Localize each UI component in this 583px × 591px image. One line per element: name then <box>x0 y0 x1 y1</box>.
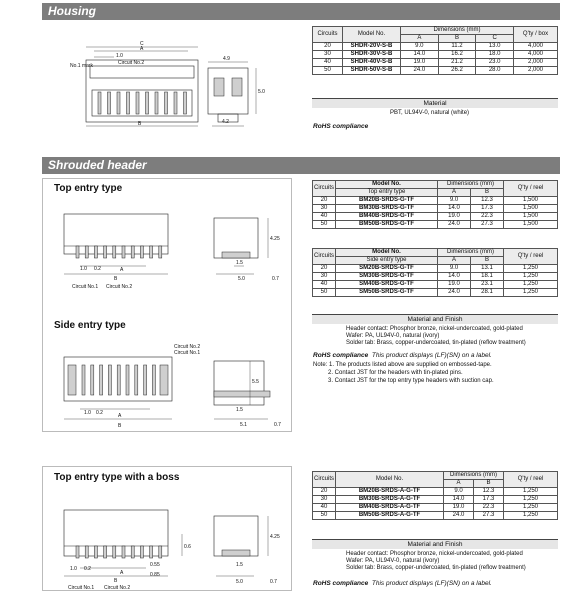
shrouded-section-header: Shrouded header <box>42 157 560 174</box>
col-a: A <box>438 257 471 265</box>
pin-mark <box>76 246 79 258</box>
table-row: 30 SHDR-30V-S-B 14.0 16.2 18.0 4,000 <box>313 51 558 59</box>
dim-0-2-label: 0.2 <box>84 566 91 572</box>
table-row: 40 BM40B-SRDS-G-TF 19.0 22.3 1,500 <box>313 213 558 221</box>
pin-mark <box>126 365 129 395</box>
dim-1-0-label: 1.0 <box>116 53 123 59</box>
dim-b-label: B <box>114 276 118 282</box>
col-circuits: Circuits <box>313 181 336 197</box>
dim-1-0-label: 1.0 <box>80 266 87 272</box>
pin-mark <box>140 546 143 558</box>
dim-a-label: A <box>140 46 144 52</box>
housing-material-text: PBT, UL94V-0, natural (white) <box>390 110 470 116</box>
pin-mark <box>100 365 103 395</box>
dim-b-label: B <box>138 121 142 127</box>
col-dimensions: Dimensions (mm) <box>438 181 504 189</box>
rohs-text: This product displays (LF)(SN) on a label. <box>371 580 492 587</box>
table-row: 40 SHDR-40V-S-B 19.0 21.2 23.0 2,000 <box>313 59 558 67</box>
dim-b-label: B <box>114 578 118 584</box>
dim-5-0-label: 5.0 <box>236 579 243 585</box>
pin-mark <box>94 246 97 258</box>
boss-title: Top entry type with a boss <box>54 472 180 483</box>
pin-mark <box>155 92 158 114</box>
housing-section-header: Housing <box>42 3 560 20</box>
pin-mark <box>174 92 177 114</box>
col-qty: Q'ty / box <box>514 27 558 43</box>
table-row: 20 BM20B-SRDS-G-TF 9.0 12.3 1,500 <box>313 197 558 205</box>
dim-0-2-label: 0.2 <box>94 266 101 272</box>
pin-mark <box>117 365 120 395</box>
pin-mark <box>131 246 134 258</box>
pin-mark <box>85 246 88 258</box>
dim-0-7-label: 0.7 <box>272 276 279 282</box>
pin-mark <box>76 546 79 558</box>
pin-mark <box>165 92 168 114</box>
pin-mark <box>104 246 107 258</box>
top-entry-title: Top entry type <box>54 183 123 194</box>
table-row: 40 SM40B-SRDS-G-TF 19.0 23.1 1,250 <box>313 281 558 289</box>
dim-a-label: A <box>120 570 124 576</box>
shrouded-note-line: 3. Contact JST for the top entry type headers with suction cap. <box>313 378 494 384</box>
dim-0-85-label: 0.85 <box>150 572 160 578</box>
table-row: 20 BM20B-SRDS-A-G-TF 9.0 12.3 1,250 <box>313 488 558 496</box>
housing-spec-table <box>312 26 558 75</box>
col-qty: Q'ty / reel <box>504 249 558 265</box>
top-entry-drawing <box>54 200 290 295</box>
dim-4-25-label: 4.25 <box>270 534 280 540</box>
shrouded-material-line: Header contact: Phosphor bronze, nickel-undercoated, gold-plated <box>346 326 523 332</box>
table-row: 40 BM40B-SRDS-A-G-TF 19.0 22.3 1,250 <box>313 504 558 512</box>
housing-drawing <box>66 30 286 130</box>
shrouded-material-line: Wafer: PA, UL94V-0, natural (ivory) <box>346 333 440 339</box>
pin-mark <box>122 546 125 558</box>
dim-a-label: A <box>120 267 124 273</box>
col-model: Model No. <box>336 181 438 189</box>
dim-1-5-label: 1.5 <box>236 562 243 568</box>
dim-4-2-label: 4.2 <box>222 119 229 125</box>
top-entry-spec-table <box>312 180 558 229</box>
pin-mark <box>82 365 85 395</box>
boss-rohs <box>313 580 492 587</box>
dim-b-label: B <box>118 423 122 429</box>
dim-5-1-label: 5.1 <box>240 422 247 428</box>
col-b: B <box>470 189 503 197</box>
pin-mark <box>91 365 94 395</box>
pin-mark <box>122 246 125 258</box>
shrouded-note-line: 2. Contact JST for the headers with tin-plated pins. <box>313 370 463 376</box>
table-row: 50 SHDR-50V-S-B 24.0 26.2 28.0 2,000 <box>313 67 558 75</box>
pin-mark <box>85 546 88 558</box>
dim-0-55-label: 0.55 <box>150 562 160 568</box>
side-entry-drawing <box>54 335 290 431</box>
pin-mark <box>113 246 116 258</box>
circuit-no2-label: Circuit No.2 <box>106 284 133 290</box>
pin-mark <box>98 92 101 114</box>
col-type: Top entry type <box>336 189 438 197</box>
shrouded-material-line: Solder tab: Brass, copper-undercoated, tin-plated (reflow treatment) <box>346 340 526 346</box>
circuit-no1-label: Circuit No.1 <box>68 585 95 591</box>
rohs-text: This product displays (LF)(SN) on a label. <box>371 352 492 359</box>
pin-mark <box>159 546 162 558</box>
pin-mark <box>150 546 153 558</box>
col-circuits: Circuits <box>313 249 336 265</box>
col-qty: Q'ty / reel <box>504 181 558 197</box>
col-model: Model No. <box>336 249 438 257</box>
pin-mark <box>159 246 162 258</box>
shrouded-material-title: Material and Finish <box>312 314 558 324</box>
boss-material-title: Material and Finish <box>312 539 558 549</box>
side-entry-title: Side entry type <box>54 320 126 331</box>
dim-5-5-label: 5.5 <box>252 379 259 385</box>
dim-4-9-label: 4.9 <box>223 56 230 62</box>
circuit-no1-label: Circuit No.1 <box>72 284 99 290</box>
pin-mark <box>135 365 138 395</box>
table-row: 30 SM30B-SRDS-G-TF 14.0 18.1 1,250 <box>313 273 558 281</box>
pin-mark <box>131 546 134 558</box>
dim-1-0-label: 1.0 <box>70 566 77 572</box>
dim-0-7-label: 0.7 <box>274 422 281 428</box>
dim-1-5-label: 1.5 <box>236 260 243 266</box>
boss-material-line: Solder tab: Brass, copper-undercoated, tin-plated (reflow treatment) <box>346 565 526 571</box>
table-row: 20 SM20B-SRDS-G-TF 9.0 13.1 1,250 <box>313 265 558 273</box>
dim-a-label: A <box>118 413 122 419</box>
pin-mark <box>108 365 111 395</box>
shrouded-note-line: Note: 1. The products listed above are supplied on embossed-tape. <box>313 362 492 368</box>
circuit-no2-label: Circuit No.2 <box>104 585 131 591</box>
col-a: A <box>444 480 474 488</box>
rohs-label: RoHS compliance <box>313 580 369 587</box>
no1-mark-label: No.1 mark <box>70 63 94 69</box>
col-dimensions: Dimensions (mm) <box>401 27 514 35</box>
boss-drawing <box>54 490 290 591</box>
dim-0-7-label: 0.7 <box>270 579 277 585</box>
dim-0-6-label: 0.6 <box>184 544 191 550</box>
col-b: B <box>470 257 503 265</box>
pin-mark <box>94 546 97 558</box>
dim-5-0-label: 5.0 <box>238 276 245 282</box>
col-circuits: Circuits <box>313 472 336 488</box>
pin-mark <box>108 92 111 114</box>
col-circuits: Circuits <box>313 27 343 43</box>
circuit-no2-label: Circuit No.2 <box>174 344 201 350</box>
col-a: A <box>438 189 471 197</box>
col-a: A <box>401 35 439 43</box>
pin-mark <box>184 92 187 114</box>
col-model: Model No. <box>336 472 444 488</box>
pin-mark <box>113 546 116 558</box>
col-b: B <box>438 35 476 43</box>
pin-mark <box>127 92 130 114</box>
boss-material-line: Header contact: Phosphor bronze, nickel-undercoated, gold-plated <box>346 551 523 557</box>
table-row: 30 BM30B-SRDS-A-G-TF 14.0 17.3 1,250 <box>313 496 558 504</box>
table-row: 50 BM50B-SRDS-G-TF 24.0 27.3 1,500 <box>313 221 558 229</box>
circuit-no1-label: Circuit No.1 <box>174 350 201 356</box>
table-row: 50 BM50B-SRDS-A-G-TF 24.0 27.3 1,250 <box>313 512 558 520</box>
side-entry-spec-table <box>312 248 558 297</box>
col-type: Side entry type <box>336 257 438 265</box>
dim-c-label: C <box>140 41 144 47</box>
circuit-no2-label: Circuit No.2 <box>118 60 145 66</box>
table-row: 30 BM30B-SRDS-G-TF 14.0 17.3 1,500 <box>313 205 558 213</box>
rohs-label: RoHS compliance <box>313 352 369 359</box>
boss-material-line: Wafer: PA, UL94V-0, natural (ivory) <box>346 558 440 564</box>
dim-0-2-label: 0.2 <box>96 410 103 416</box>
housing-rohs: RoHS compliance <box>313 123 369 130</box>
dim-5-0-label: 5.0 <box>258 89 265 95</box>
pin-mark <box>104 546 107 558</box>
pin-mark <box>146 92 149 114</box>
col-dimensions: Dimensions (mm) <box>438 249 504 257</box>
col-qty: Q'ty / reel <box>504 472 558 488</box>
boss-spec-table <box>312 471 558 520</box>
shrouded-rohs <box>313 352 492 359</box>
housing-material-title: Material <box>312 98 558 108</box>
pin-mark <box>144 365 147 395</box>
col-model: Model No. <box>343 27 401 43</box>
pin-mark <box>140 246 143 258</box>
pin-mark <box>152 365 155 395</box>
dim-1-5-label: 1.5 <box>236 407 243 413</box>
pin-mark <box>150 246 153 258</box>
dim-4-25-label: 4.25 <box>270 236 280 242</box>
table-row: 20 SHDR-20V-S-B 9.0 11.2 13.0 4,000 <box>313 43 558 51</box>
pin-mark <box>136 92 139 114</box>
table-row: 50 SM50B-SRDS-G-TF 24.0 28.1 1,250 <box>313 289 558 297</box>
pin-mark <box>117 92 120 114</box>
dim-1-0-label: 1.0 <box>84 410 91 416</box>
col-c: C <box>476 35 514 43</box>
col-b: B <box>473 480 503 488</box>
col-dimensions: Dimensions (mm) <box>444 472 504 480</box>
